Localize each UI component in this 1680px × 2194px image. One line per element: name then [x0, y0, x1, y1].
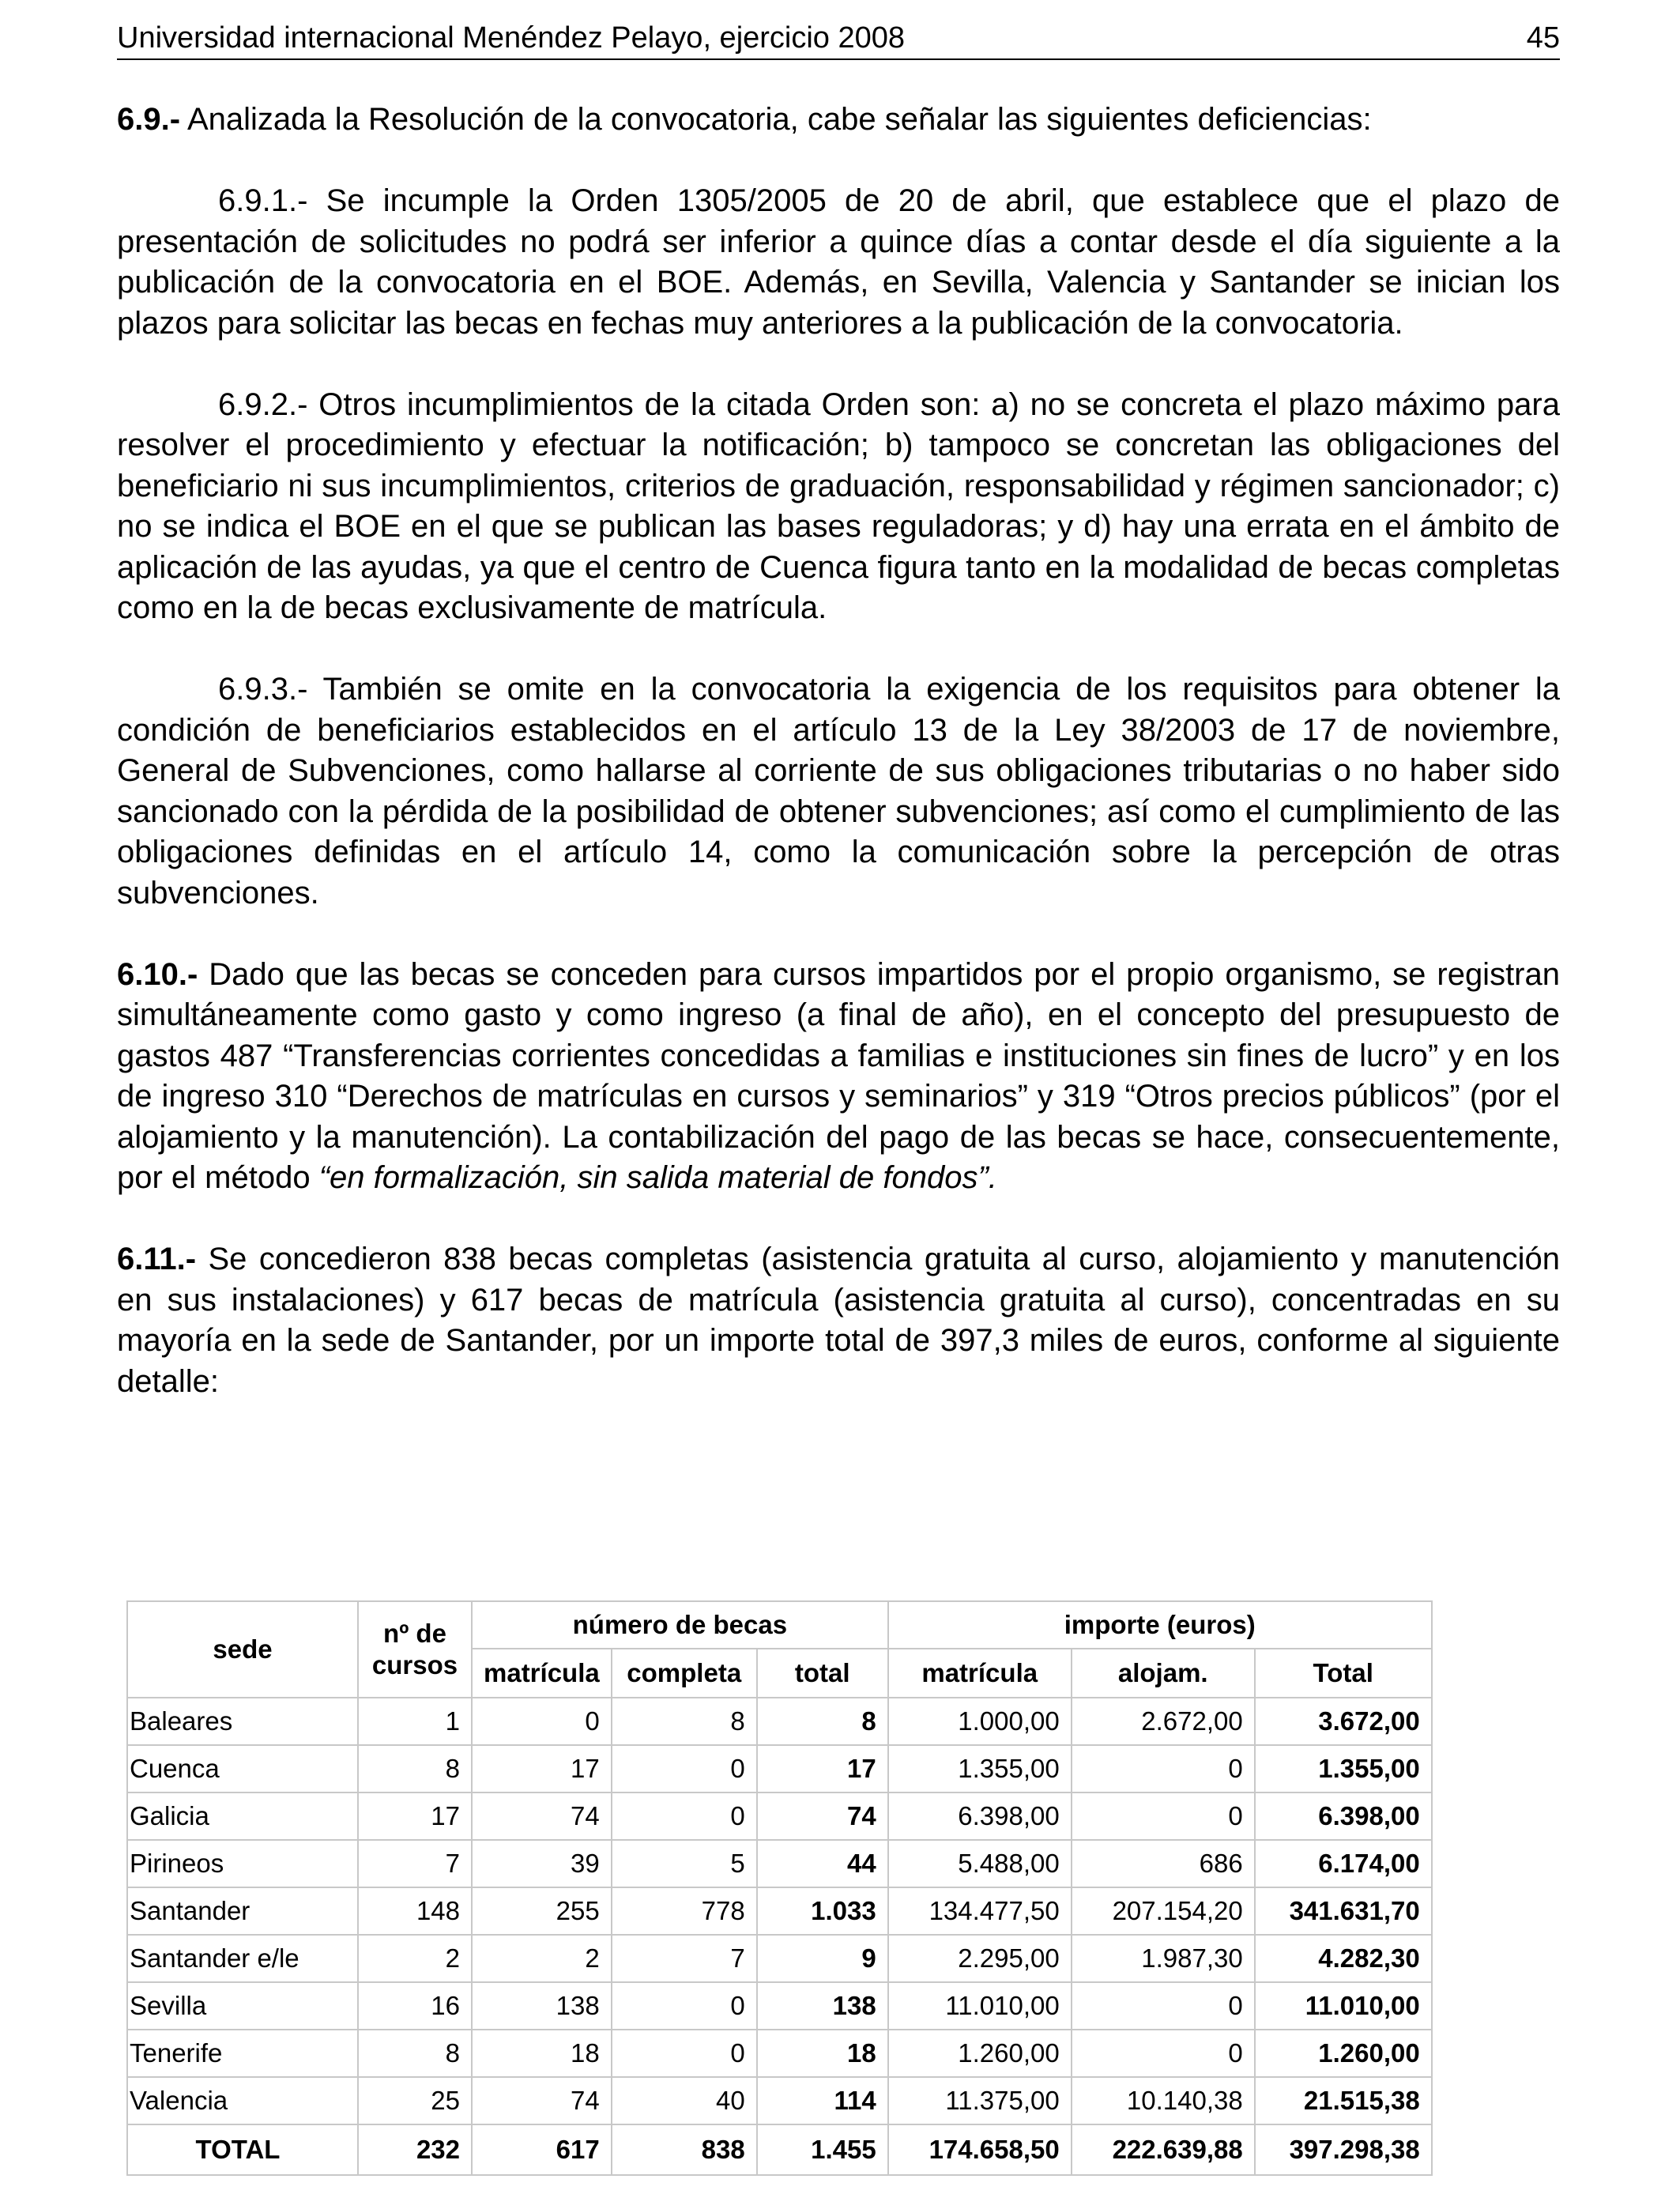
table-total-row: [127, 2124, 1432, 2175]
table-cell-sede: Valencia: [127, 2077, 358, 2124]
table-cell: 1.260,00: [1255, 2030, 1432, 2077]
table-cell: 8: [612, 1698, 757, 1745]
table-cell: 18: [472, 2030, 612, 2077]
section-text: Dado que las becas se conceden para cursos impartidos por el propio organismo, se registran simultáneamente como gasto y como ingreso (a final de año), en el concepto del presupuesto de gastos 487 “Transferencias corrientes concedidas a familias e instituciones sin fines de lucro” y en los de ingreso 310 “Derechos de matrículas en cursos y seminarios” y 319 “Otros precios públicos” (por el alojamiento y la manutención). La contabilización del pago de las becas se hace, consecuentemente, por el método: [117, 956, 1560, 1195]
table-cell: 174.658,50: [888, 2124, 1072, 2175]
table-cell: 232: [358, 2124, 472, 2175]
table-cell-sede: Cuenca: [127, 1745, 358, 1793]
table-cell: 1.355,00: [1255, 1745, 1432, 1793]
table-cell: 1.455: [757, 2124, 888, 2175]
header-importe: importe (euros): [888, 1601, 1432, 1649]
header-alojam: alojam.: [1072, 1649, 1255, 1698]
header-cursos: nº de cursos: [358, 1601, 472, 1698]
table-cell: 114: [757, 2077, 888, 2124]
becas-table: [126, 1600, 1433, 2176]
table-cell: 2.295,00: [888, 1935, 1072, 1982]
table-cell: 8: [358, 2030, 472, 2077]
header-matricula: matrícula: [472, 1649, 612, 1698]
table-cell: 2: [472, 1935, 612, 1982]
table-cell: 0: [1072, 2030, 1255, 2077]
table-cell: 207.154,20: [1072, 1887, 1255, 1935]
table-cell: 8: [358, 1745, 472, 1793]
table-cell: 10.140,38: [1072, 2077, 1255, 2124]
table-cell: 17: [757, 1745, 888, 1793]
table-cell-sede: Sevilla: [127, 1982, 358, 2030]
header-sede: sede: [127, 1601, 358, 1698]
table-cell: 11.010,00: [1255, 1982, 1432, 2030]
table-row: [127, 1745, 1432, 1793]
table-row: [127, 1793, 1432, 1840]
table-cell: 17: [472, 1745, 612, 1793]
table-cell: 0: [612, 1793, 757, 1840]
table-cell-sede: Santander e/le: [127, 1935, 358, 1982]
document-body: [117, 100, 1560, 1443]
becas-table-wrap: [126, 1600, 1433, 2176]
table-cell-sede: Baleares: [127, 1698, 358, 1745]
table-cell: 2: [358, 1935, 472, 1982]
table-cell: 138: [757, 1982, 888, 2030]
page-number: 45: [1526, 21, 1560, 55]
table-cell: 617: [472, 2124, 612, 2175]
table-cell: 74: [472, 1793, 612, 1840]
section-6-9-3: 6.9.3.- También se omite en la convocatoria la exigencia de los requisitos para obtener la condición de beneficiarios establecidos en el artículo 13 de la Ley 38/2003 de 17 de noviembre, General de Subvenciones, como hallarse al corriente de sus obligaciones tributarias o no haber sido sancionado con la pérdida de la posibilidad de obtener subvenciones; así como el cumplimiento de las obligaciones definidas en el artículo 14, como la comunicación sobre la percepción de otras subvenciones.: [117, 672, 1560, 910]
table-cell: 7: [612, 1935, 757, 1982]
section-6-11: [117, 1239, 1560, 1402]
table-cell: 5.488,00: [888, 1840, 1072, 1887]
table-row: [127, 1887, 1432, 1935]
section-text: Analizada la Resolución de la convocatoria, cabe señalar las siguientes deficiencias:: [180, 102, 1372, 137]
table-cell: 3.672,00: [1255, 1698, 1432, 1745]
table-cell: 255: [472, 1887, 612, 1935]
table-cell: 838: [612, 2124, 757, 2175]
table-cell: 44: [757, 1840, 888, 1887]
table-cell: 0: [472, 1698, 612, 1745]
table-cell: 0: [612, 1982, 757, 2030]
section-text: Se concedieron 838 becas completas (asistencia gratuita al curso, alojamiento y manutención en sus instalaciones) y 617 becas de matrícula (asistencia gratuita al curso), concentradas en su mayoría en la sede de Santander, por un importe total de 397,3 miles de euros, conforme al siguiente detalle:: [117, 1242, 1560, 1399]
table-cell: 778: [612, 1887, 757, 1935]
table-cell-sede: TOTAL: [127, 2124, 358, 2175]
table-cell-sede: Pirineos: [127, 1840, 358, 1887]
table-cell: 1.000,00: [888, 1698, 1072, 1745]
table-cell: 7: [358, 1840, 472, 1887]
table-cell: 134.477,50: [888, 1887, 1072, 1935]
header-importe-matricula: matrícula: [888, 1649, 1072, 1698]
table-cell: 222.639,88: [1072, 2124, 1255, 2175]
section-number: 6.9.-: [117, 102, 181, 137]
table-cell: 397.298,38: [1255, 2124, 1432, 2175]
table-row: [127, 1935, 1432, 1982]
table-cell: 74: [757, 1793, 888, 1840]
header-importe-total: Total: [1255, 1649, 1432, 1698]
table-cell: 21.515,38: [1255, 2077, 1432, 2124]
table-cell-sede: Galicia: [127, 1793, 358, 1840]
table-cell: 0: [1072, 1793, 1255, 1840]
table-cell: 0: [1072, 1745, 1255, 1793]
table-cell: 6.174,00: [1255, 1840, 1432, 1887]
section-italic-text: “en formalización, sin salida material de fondos”.: [318, 1160, 997, 1195]
table-cell: 8: [757, 1698, 888, 1745]
table-cell: 1.987,30: [1072, 1935, 1255, 1982]
table-cell: 6.398,00: [888, 1793, 1072, 1840]
table-cell: 0: [612, 1745, 757, 1793]
table-cell: 16: [358, 1982, 472, 2030]
table-cell: 74: [472, 2077, 612, 2124]
table-cell: 138: [472, 1982, 612, 2030]
header-numero-becas: número de becas: [472, 1601, 888, 1649]
table-cell-sede: Tenerife: [127, 2030, 358, 2077]
header-completa: completa: [612, 1649, 757, 1698]
section-6-10: [117, 955, 1560, 1199]
table-cell: 2.672,00: [1072, 1698, 1255, 1745]
table-body: [127, 1698, 1432, 2175]
table-cell: 9: [757, 1935, 888, 1982]
table-cell: 0: [1072, 1982, 1255, 2030]
table-cell: 11.010,00: [888, 1982, 1072, 2030]
table-cell: 1: [358, 1698, 472, 1745]
table-cell: 1.033: [757, 1887, 888, 1935]
page-header: [117, 17, 1560, 60]
section-6-9-2: 6.9.2.- Otros incumplimientos de la citada Orden son: a) no se concreta el plazo máximo para resolver el procedimiento y efectuar la notificación; b) tampoco se concretan las obligaciones del beneficiario ni sus incumplimientos, criterios de graduación, responsabilidad y régimen sancionador; c) no se indica el BOE en el que se publican las bases reguladoras; y d) hay una errata en el ámbito de aplicación de las ayudas, ya que el centro de Cuenca figura tanto en la modalidad de becas completas como en la de becas exclusivamente de matrícula.: [117, 386, 1560, 625]
table-cell: 1.260,00: [888, 2030, 1072, 2077]
table-row: [127, 1982, 1432, 2030]
header-total: total: [757, 1649, 888, 1698]
table-row: [127, 1840, 1432, 1887]
section-number: 6.10.-: [117, 956, 198, 992]
table-cell: 6.398,00: [1255, 1793, 1432, 1840]
table-cell-sede: Santander: [127, 1887, 358, 1935]
table-row: [127, 1698, 1432, 1745]
table-cell: 148: [358, 1887, 472, 1935]
table-cell: 4.282,30: [1255, 1935, 1432, 1982]
section-6-9-1: 6.9.1.- Se incumple la Orden 1305/2005 de 20 de abril, que establece que el plazo de presentación de solicitudes no podrá ser inferior a quince días a contar desde el día siguiente a la publicación de la convocatoria en el BOE. Además, en Sevilla, Valencia y Santander se inician los plazos para solicitar las becas en fechas muy anteriores a la publicación de la convocatoria.: [117, 183, 1560, 341]
table-cell: 1.355,00: [888, 1745, 1072, 1793]
section-number: 6.11.-: [117, 1242, 197, 1276]
table-cell: 11.375,00: [888, 2077, 1072, 2124]
table-cell: 18: [757, 2030, 888, 2077]
table-cell: 39: [472, 1840, 612, 1887]
table-cell: 25: [358, 2077, 472, 2124]
table-cell: 17: [358, 1793, 472, 1840]
table-row: [127, 2077, 1432, 2124]
table-cell: 0: [612, 2030, 757, 2077]
table-cell: 341.631,70: [1255, 1887, 1432, 1935]
table-cell: 40: [612, 2077, 757, 2124]
section-6-9: [117, 100, 1560, 141]
header-title: Universidad internacional Menéndez Pelayo, ejercicio 2008: [117, 21, 906, 55]
table-cell: 5: [612, 1840, 757, 1887]
table-row: [127, 2030, 1432, 2077]
table-cell: 686: [1072, 1840, 1255, 1887]
